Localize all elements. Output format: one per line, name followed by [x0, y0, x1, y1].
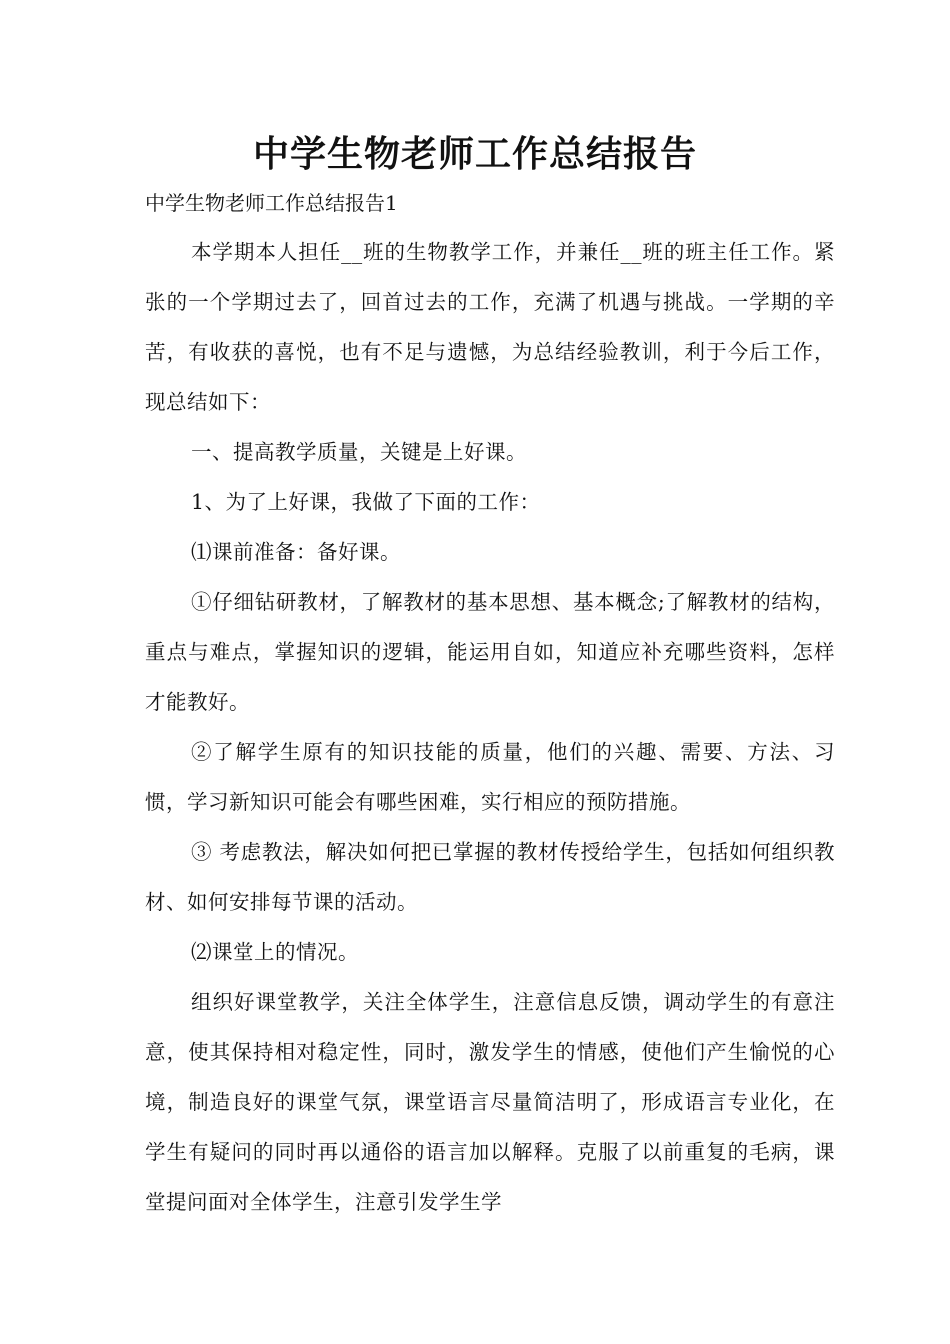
document-body	[145, 227, 835, 1227]
paragraph-intro: 本学期本人担任__班的生物教学工作，并兼任__班的班主任工作。紧张的一个学期过去了，回首过去的工作，充满了机遇与挑战。一学期的辛苦，有收获的喜悦，也有不足与遗憾，为总结经验教训，利于今后工作，现总结如下：	[145, 240, 835, 414]
paragraph-subheading-1: 1、为了上好课，我做了下面的工作：	[191, 490, 541, 514]
paragraph-point-1: ①仔细钻研教材，了解教材的基本思想、基本概念;了解教材的结构，重点与难点，掌握知识的逻辑，能运用自如，知道应补充哪些资料，怎样才能教好。	[145, 590, 835, 714]
paragraph-point-2: ②了解学生原有的知识技能的质量，他们的兴趣、需要、方法、习惯，学习新知识可能会有哪些困难，实行相应的预防措施。	[145, 740, 835, 814]
paragraph-heading-1: 一、提高教学质量，关键是上好课。	[191, 440, 527, 464]
paragraph-classroom: 组织好课堂教学，关注全体学生，注意信息反馈，调动学生的有意注意，使其保持相对稳定性，同时，激发学生的情感，使他们产生愉悦的心境，制造良好的课堂气氛，课堂语言尽量简洁明了，形成语言专业化，在学生有疑问的同时再以通俗的语言加以解释。克服了以前重复的毛病，课堂提问面对全体学生，注意引发学生学	[145, 990, 835, 1214]
page-title: 中学生物老师工作总结报告	[252, 134, 697, 175]
paragraph-item-1: ⑴课前准备：备好课。	[191, 540, 401, 564]
paragraph-item-2: ⑵课堂上的情况。	[191, 940, 359, 964]
section-subtitle: 中学生物老师工作总结报告1	[145, 191, 398, 215]
paragraph-point-3: ③ 考虑教法，解决如何把已掌握的教材传授给学生，包括如何组织教材、如何安排每节课的活动。	[145, 840, 835, 914]
